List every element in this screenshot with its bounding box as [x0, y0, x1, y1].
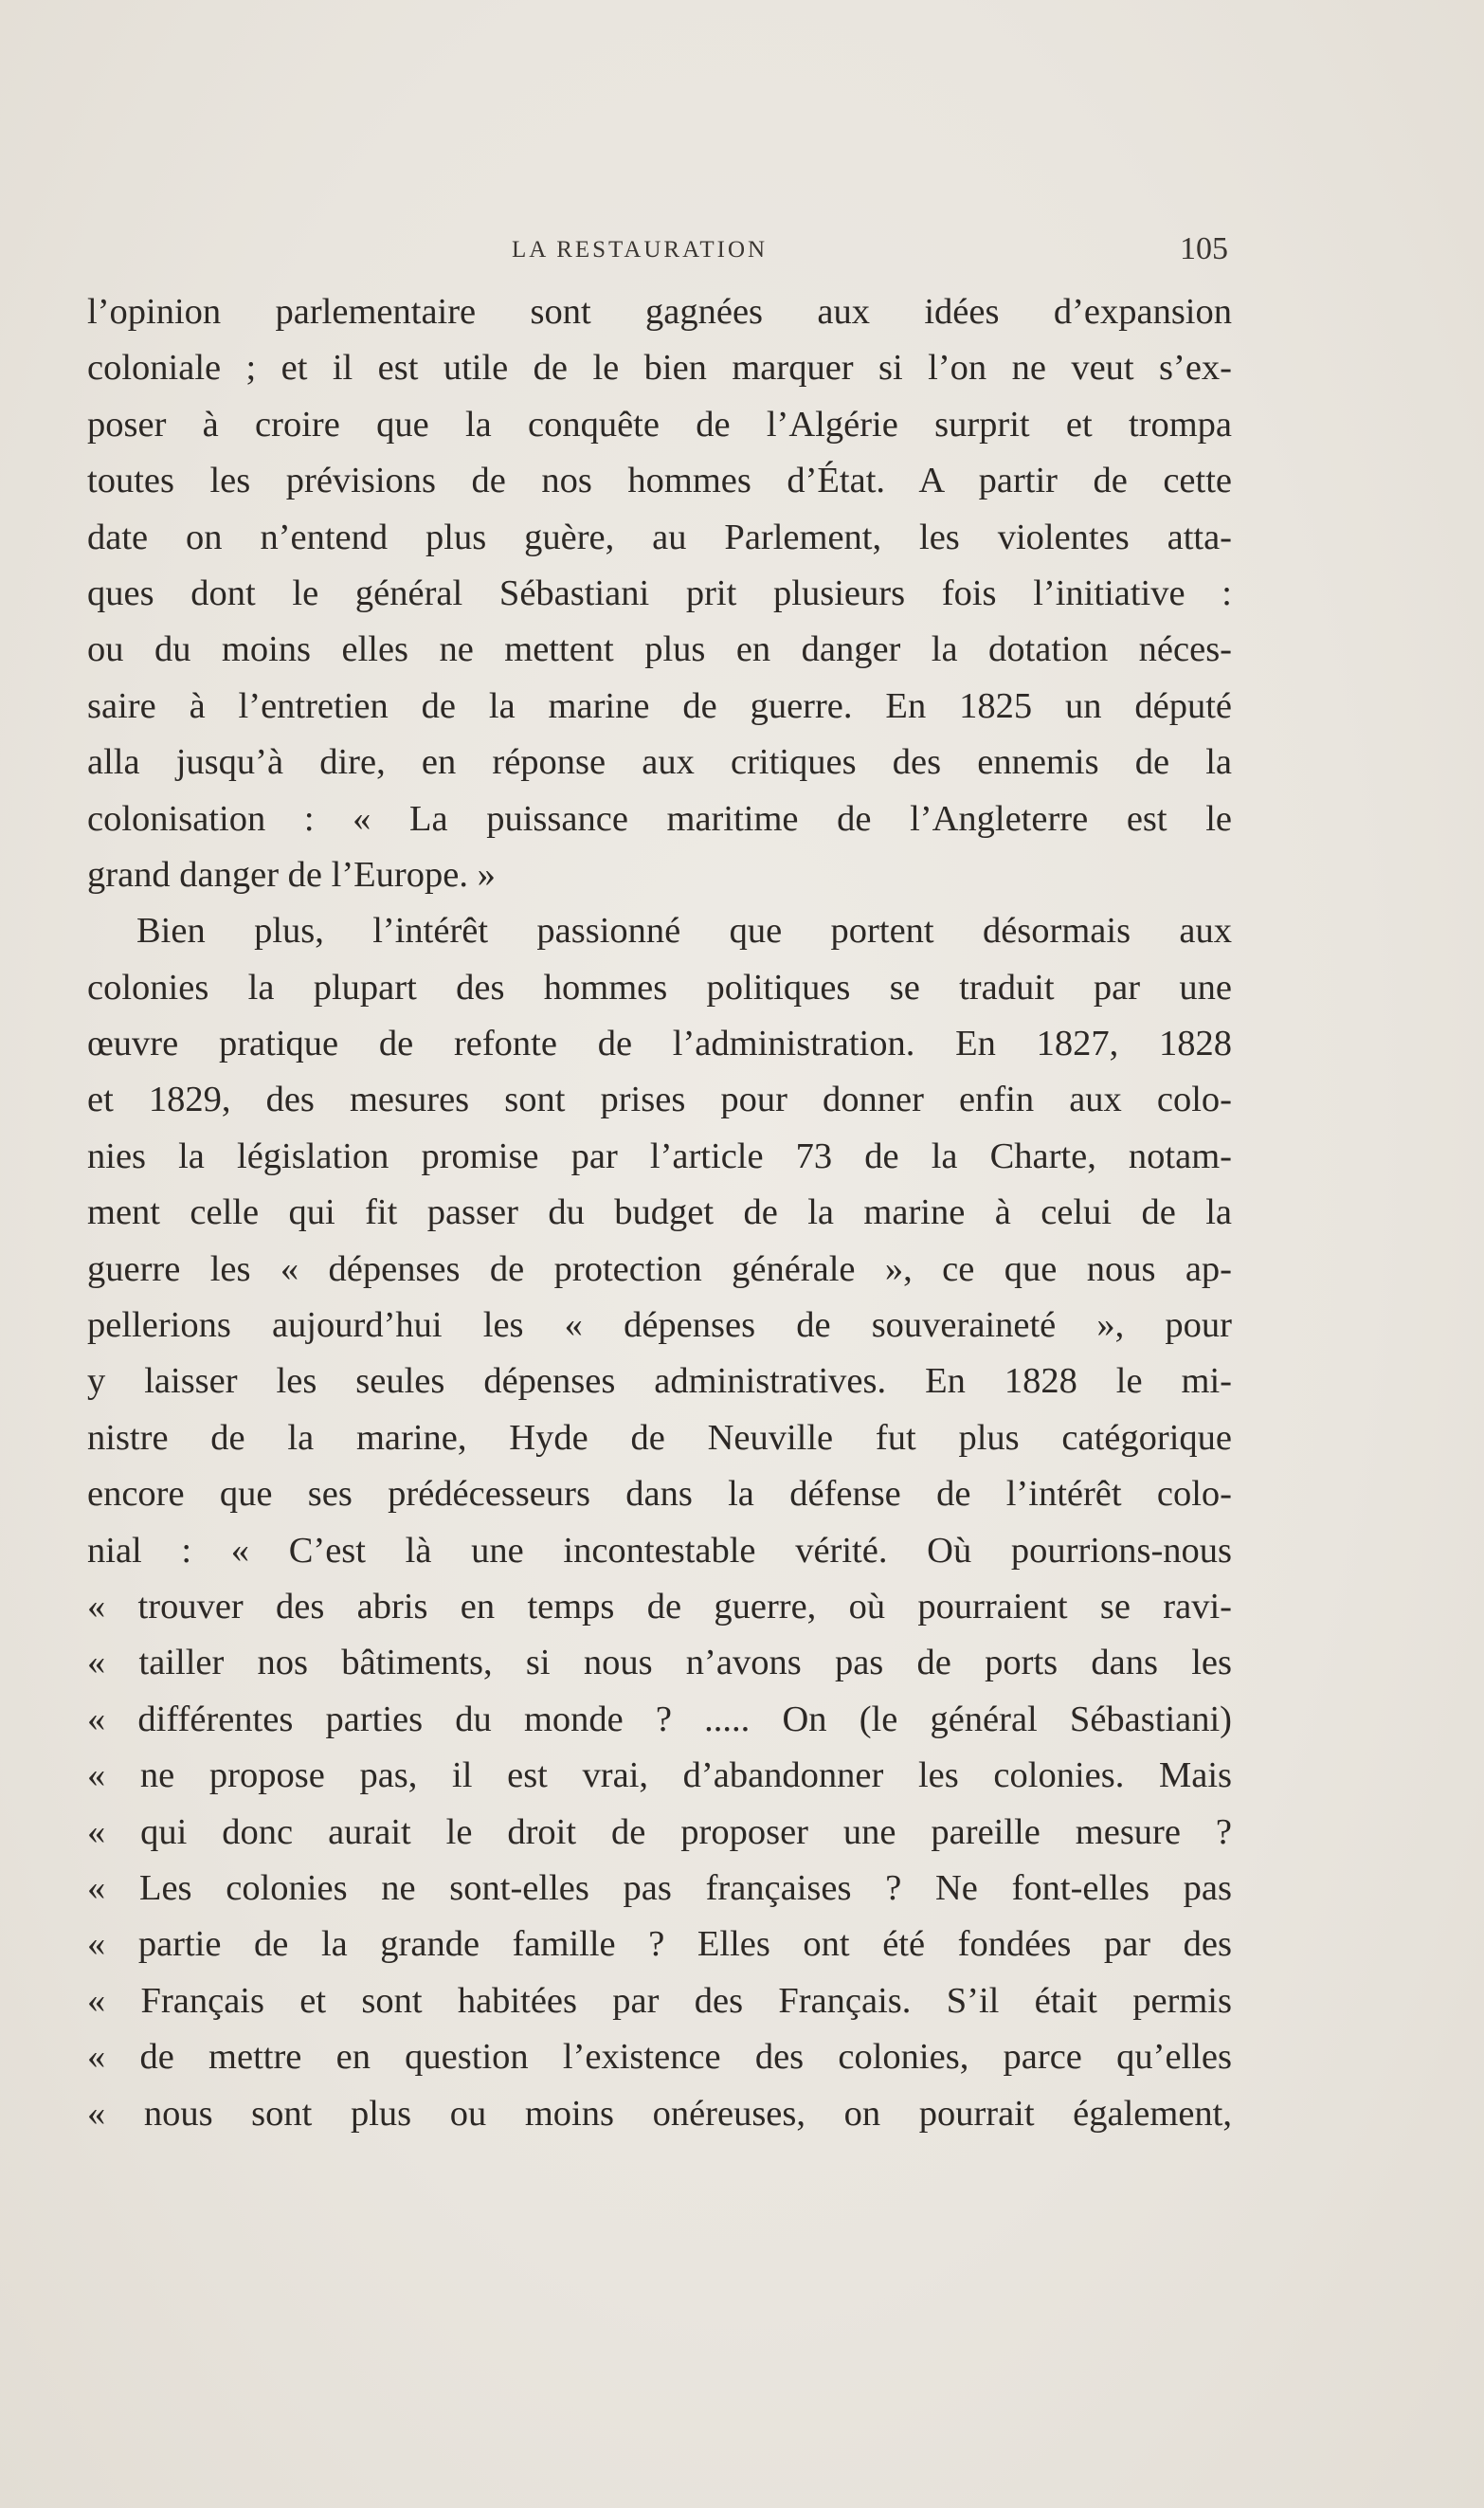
text-line: poser à croire que la conquête de l’Algérie surprit et trompa [87, 404, 1232, 445]
text-line: saire à l’entretien de la marine de guerre. En 1825 un député [87, 685, 1232, 726]
text-line: toutes les prévisions de nos hommes d’État. A partir de cette [87, 461, 1232, 501]
text-line: nies la législation promise par l’article 73 de la Charte, notam- [87, 1136, 1232, 1176]
text-line: ou du moins elles ne mettent plus en danger la dotation néces- [87, 629, 1232, 670]
text-line: colonisation : « La puissance maritime de l’Angleterre est le [87, 798, 1232, 839]
quote-line: « Français et sont habitées par des Français. S’il était permis [87, 1980, 1232, 2021]
quote-line: « qui donc aurait le droit de proposer une pareille mesure ? [87, 1811, 1232, 1852]
page-number: 105 [1180, 231, 1228, 266]
quote-line: « tailler nos bâtiments, si nous n’avons pas de ports dans les [87, 1643, 1232, 1683]
text-line: et 1829, des mesures sont prises pour donner enfin aux colo- [87, 1080, 1232, 1120]
text-line: y laisser les seules dépenses administratives. En 1828 le mi- [87, 1361, 1232, 1402]
text-line: nial : « C’est là une incontestable vérité. Où pourrions-nous [87, 1530, 1232, 1571]
paragraph-start-line: Bien plus, l’intérêt passionné que portent désormais aux [136, 911, 1232, 952]
quote-line: « trouver des abris en temps de guerre, où pourraient se ravi- [87, 1586, 1232, 1627]
text-line: pellerions aujourd’hui les « dépenses de souveraineté », pour [87, 1305, 1232, 1346]
text-line: œuvre pratique de refonte de l’administration. En 1827, 1828 [87, 1024, 1232, 1064]
running-head [95, 231, 1228, 269]
quote-line: « de mettre en question l’existence des colonies, parce qu’elles [87, 2037, 1232, 2078]
body-text [87, 284, 1232, 2142]
quote-line: « différentes parties du monde ? ..... On (le général Sébastiani) [87, 1699, 1232, 1739]
running-title: LA RESTAURATION [512, 237, 769, 263]
text-line: ment celle qui fit passer du budget de la marine à celui de la [87, 1192, 1232, 1233]
text-line: coloniale ; et il est utile de le bien marquer si l’on ne veut s’ex- [87, 348, 1232, 389]
text-line: nistre de la marine, Hyde de Neuville fut plus catégorique [87, 1417, 1232, 1458]
quote-line: « ne propose pas, il est vrai, d’abandonner les colonies. Mais [87, 1755, 1232, 1796]
text-line: l’opinion parlementaire sont gagnées aux idées d’expansion [87, 292, 1232, 332]
quote-line: « partie de la grande famille ? Elles ont été fondées par des [87, 1924, 1232, 1965]
text-line: alla jusqu’à dire, en réponse aux critiques des ennemis de la [87, 742, 1232, 783]
text-line: encore que ses prédécesseurs dans la défense de l’intérêt colo- [87, 1474, 1232, 1515]
quote-line: « Les colonies ne sont-elles pas françaises ? Ne font-elles pas [87, 1867, 1232, 1908]
quote-line: « nous sont plus ou moins onéreuses, on pourrait également, [87, 2093, 1232, 2134]
text-line: date on n’entend plus guère, au Parlement, les violentes atta- [87, 517, 1232, 557]
text-line: colonies la plupart des hommes politiques se traduit par une [87, 967, 1232, 1008]
text-line: guerre les « dépenses de protection générale », ce que nous ap- [87, 1248, 1232, 1289]
text-line: ques dont le général Sébastiani prit plusieurs fois l’initiative : [87, 572, 1232, 613]
paragraph-end-line: grand danger de l’Europe. » [87, 854, 496, 895]
